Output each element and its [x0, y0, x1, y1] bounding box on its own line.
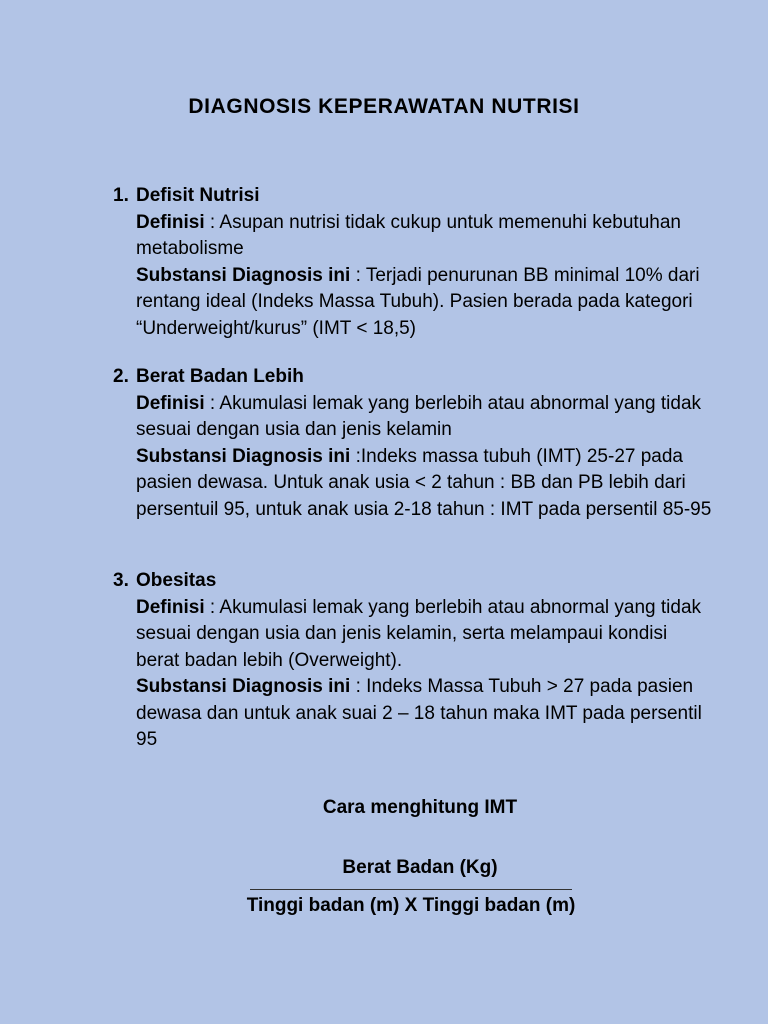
definisi-label: Definisi	[136, 392, 205, 414]
item-number: 1.	[113, 185, 129, 206]
imt-formula-denominator: Tinggi badan (m) X Tinggi badan (m)	[246, 895, 576, 916]
item-heading	[113, 568, 713, 595]
list-item-berat-badan-lebih	[113, 364, 713, 523]
item-body	[113, 595, 713, 754]
definisi-text: : Akumulasi lemak yang berlebih atau abnormal yang tidak sesuai dengan usia dan jenis kelamin	[136, 392, 702, 440]
imt-fraction-bar	[250, 889, 572, 890]
substansi-text: : Terjadi penurunan BB minimal 10% dari rentang ideal (Indeks Massa Tubuh). Pasien berada pada kategori “Underweight/kurus” (IMT < 18,5)	[136, 264, 700, 339]
definisi-paragraph	[136, 595, 713, 675]
item-heading-text: Obesitas	[136, 570, 217, 591]
item-heading	[113, 364, 713, 391]
substansi-paragraph	[136, 674, 713, 754]
substansi-paragraph	[136, 263, 713, 343]
definisi-paragraph	[136, 210, 713, 263]
item-body	[113, 391, 713, 524]
substansi-paragraph	[136, 444, 713, 524]
definisi-label: Definisi	[136, 211, 205, 233]
item-number: 3.	[113, 570, 129, 591]
list-item-defisit-nutrisi	[113, 183, 713, 342]
item-heading-text: Defisit Nutrisi	[136, 185, 260, 206]
definisi-text: : Asupan nutrisi tidak cukup untuk memenuhi kebutuhan metabolisme	[136, 211, 681, 259]
substansi-text: :Indeks massa tubuh (IMT) 25-27 pada pasien dewasa. Untuk anak usia < 2 tahun : BB dan PB lebih dari persentuil 95, untuk anak usia 2-18 tahun : IMT pada persentil 85-95	[136, 445, 712, 520]
substansi-label: Substansi Diagnosis ini	[136, 676, 351, 697]
imt-formula-numerator: Berat Badan (Kg)	[342, 857, 498, 878]
document-title: DIAGNOSIS KEPERAWATAN NUTRISI	[188, 95, 580, 118]
imt-section-title: Cara menghitung IMT	[322, 797, 518, 818]
substansi-text: : Indeks Massa Tubuh > 27 pada pasien dewasa dan untuk anak suai 2 – 18 tahun maka IMT pada persentil 95	[136, 676, 702, 750]
definisi-text: : Akumulasi lemak yang berlebih atau abnormal yang tidak sesuai dengan usia dan jenis kelamin, serta melampaui kondisi berat badan lebih (Overweight).	[136, 596, 702, 671]
item-body	[113, 210, 713, 343]
definisi-label: Definisi	[136, 596, 205, 618]
list-item-obesitas	[113, 568, 713, 754]
substansi-label: Substansi Diagnosis ini	[136, 264, 351, 286]
item-heading-text: Berat Badan Lebih	[136, 366, 304, 387]
definisi-paragraph	[136, 391, 713, 444]
item-number: 2.	[113, 366, 129, 387]
item-heading	[113, 183, 713, 210]
substansi-label: Substansi Diagnosis ini	[136, 445, 351, 467]
